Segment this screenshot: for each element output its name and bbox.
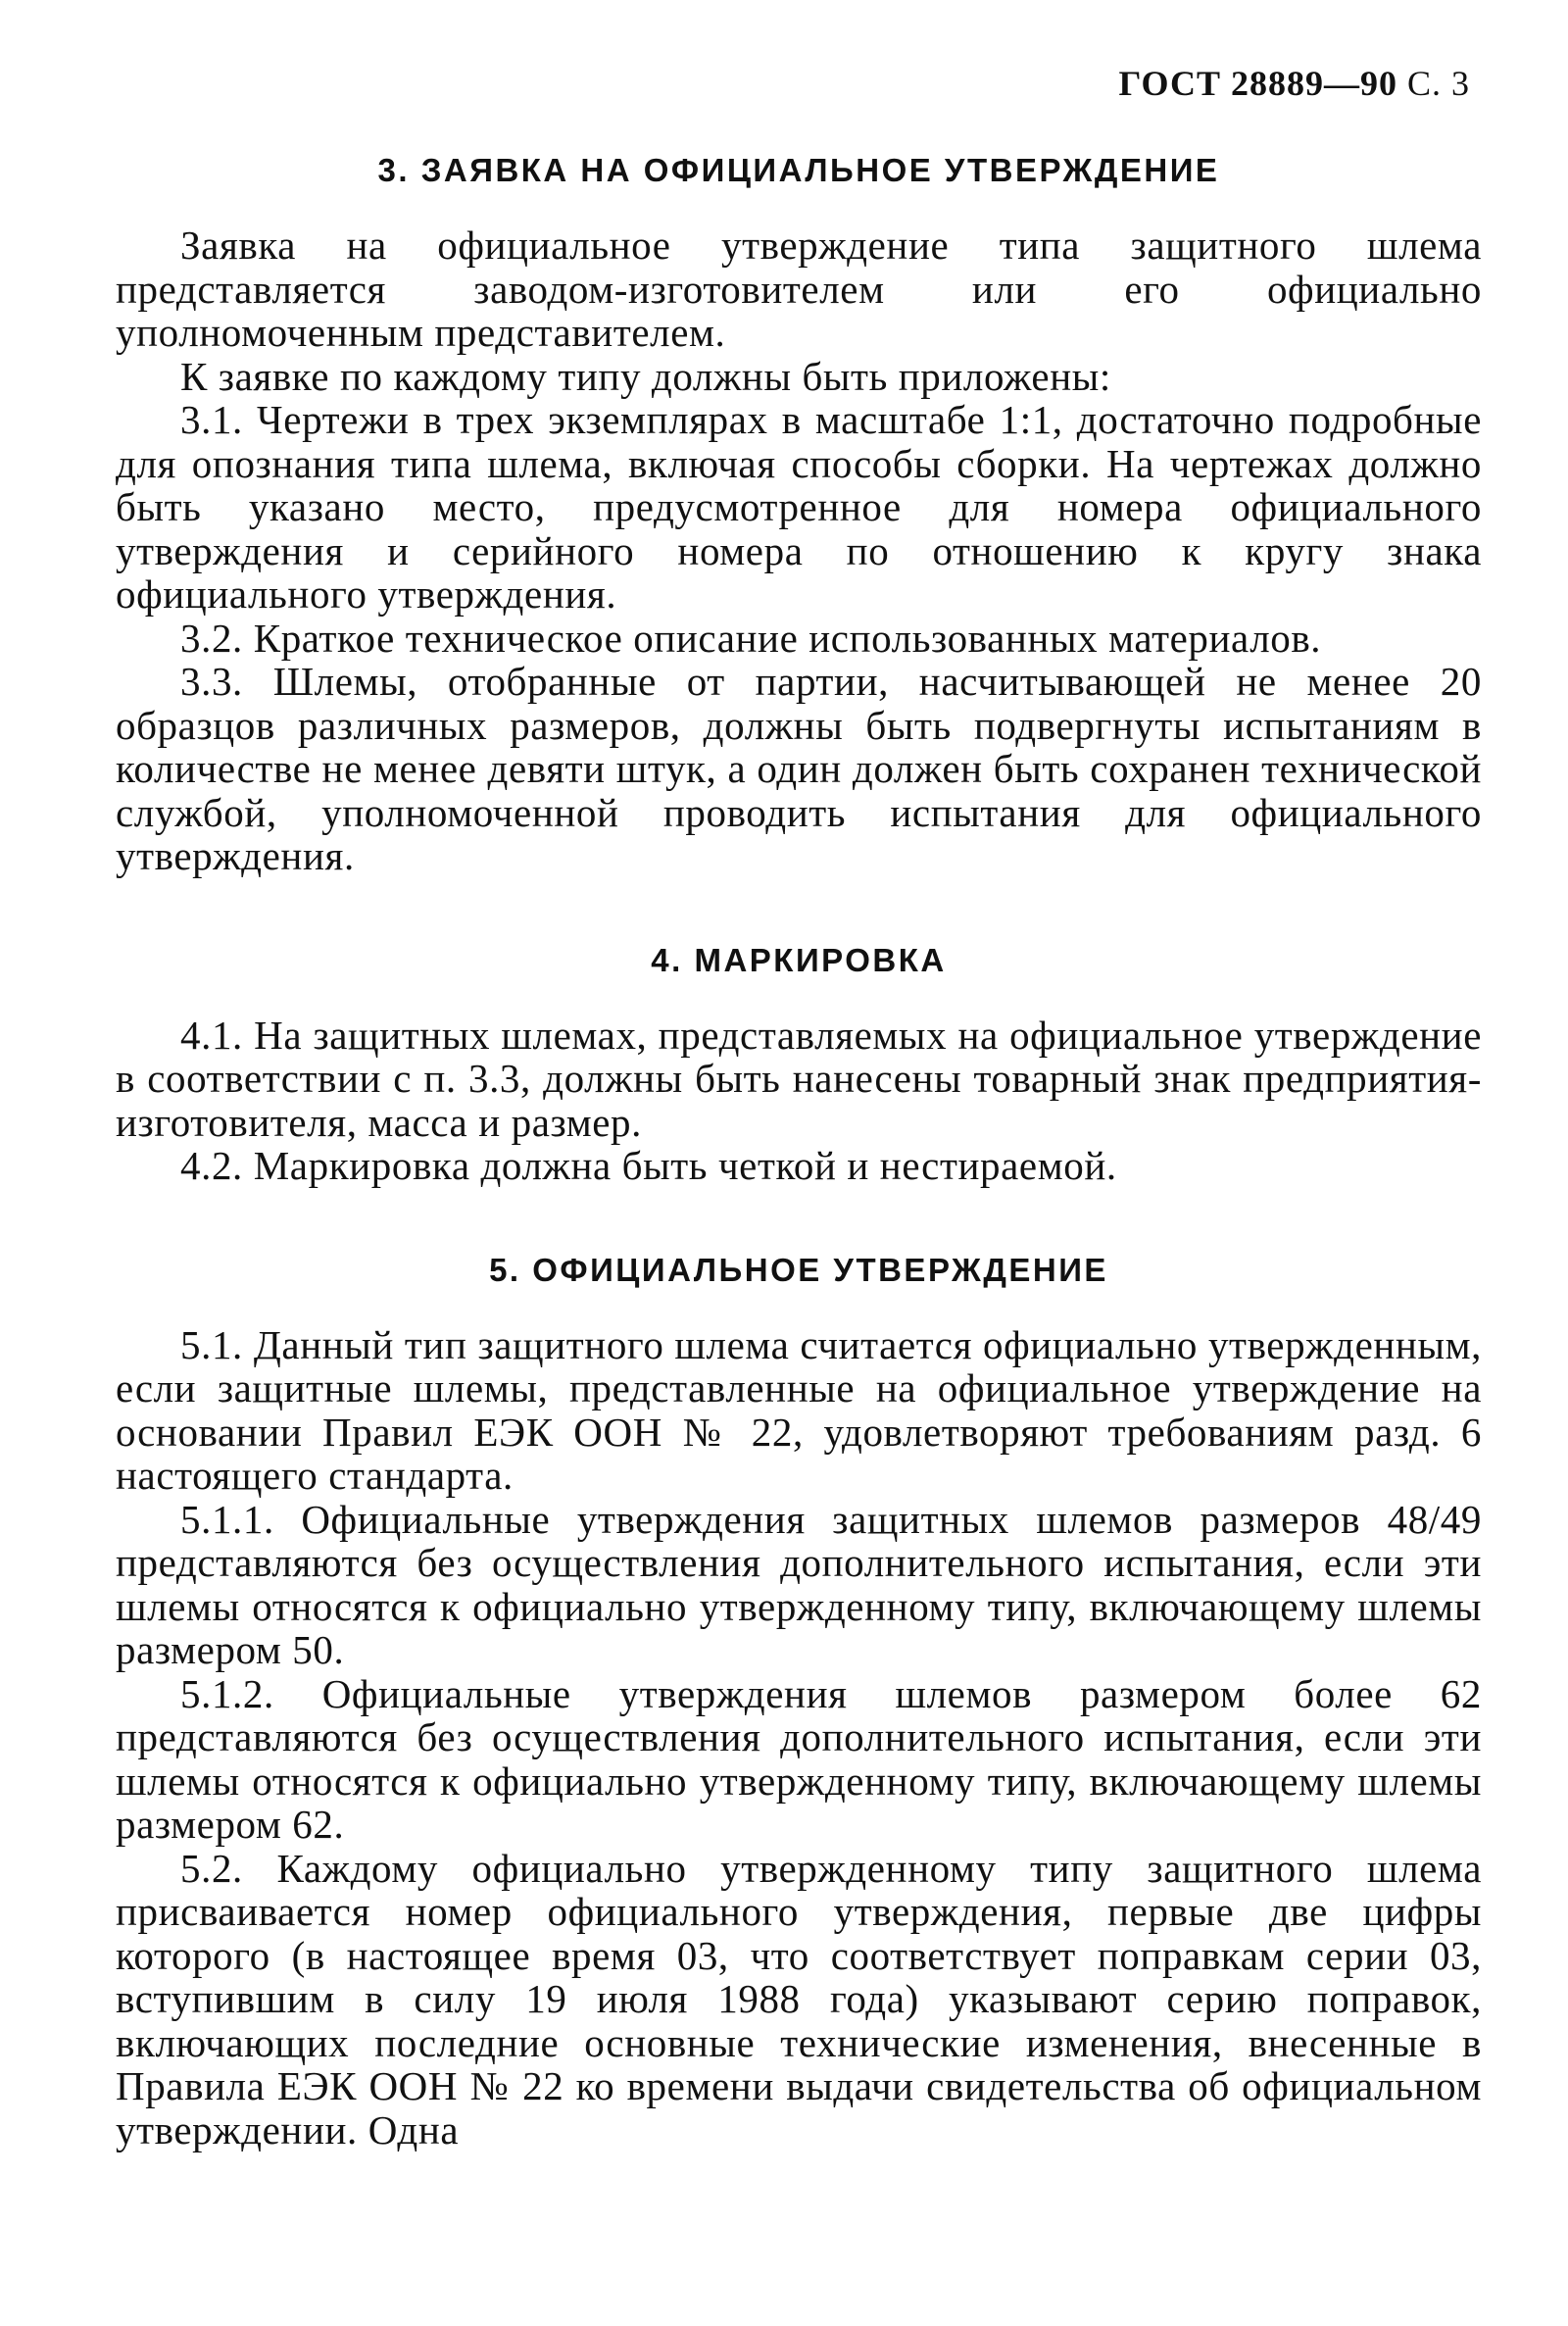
paragraph: Заявка на официальное утверждение типа защитного шлема представляется заводом-изготовителем или его официально уполномоченным представителем. xyxy=(116,223,1482,355)
section-title: 5. ОФИЦИАЛЬНОЕ УТВЕРЖДЕНИЕ xyxy=(489,1251,1108,1288)
standard-code: ГОСТ 28889—90 xyxy=(1118,64,1397,103)
page-header xyxy=(1119,63,1470,104)
paragraph: 4.2. Маркировка должна быть четкой и нестираемой. xyxy=(180,1143,1117,1188)
document-body xyxy=(116,149,1482,2152)
paragraph: 5.1. Данный тип защитного шлема считается официально утвержденным, если защитные шлемы, представленные на официальное утверждение на основании Правил ЕЭК ООН № 22, удовлетворяют требованиям разд. 6 настоящего стандарта. xyxy=(116,1321,1482,1498)
paragraph: 4.1. На защитных шлемах, представляемых на официальное утверждение в соответствии с п. 3.3, должны быть нанесены товарный знак предприятия-изготовителя, масса и размер. xyxy=(116,1012,1482,1145)
paragraph: К заявке по каждому типу должны быть приложены: xyxy=(180,353,1111,399)
section-4 xyxy=(116,939,1482,1188)
section-title: 3. ЗАЯВКА НА ОФИЦИАЛЬНОЕ УТВЕРЖДЕНИЕ xyxy=(377,152,1220,188)
paragraph: 3.3. Шлемы, отобранные от партии, насчитывающей не менее 20 образцов различных размеров, должны быть подвергнуты испытаниям в количестве не менее девяти штук, а один должен быть сохранен технической службой, уполномоченной проводить испытания для официального утверждения. xyxy=(116,659,1482,878)
section-3 xyxy=(116,149,1482,878)
paragraph: 5.1.2. Официальные утверждения шлемов размером более 62 представляются без осуществления дополнительного испытания, если эти шлемы относятся к официально утвержденному типу, включающему шлемы размером 62. xyxy=(116,1670,1482,1847)
paragraph: 5.1.1. Официальные утверждения защитных шлемов размеров 48/49 представляются без осуществления дополнительного испытания, если эти шлемы относятся к официально утвержденному типу, включающему шлемы размером 50. xyxy=(116,1496,1482,1672)
paragraph: 5.2. Каждому официально утвержденному типу защитного шлема присваивается номер официального утверждения, первые две цифры которого (в настоящее время 03, что соответствует поправкам серии 03, вступившим в силу 19 июля 1988 года) указывают серию поправок, включающих последние основные технические изменения, внесенные в Правила ЕЭК ООН № 22 ко времени выдачи свидетельства об официальном утверждении. Одна xyxy=(116,1845,1482,2153)
section-5 xyxy=(116,1249,1482,2153)
page-number: С. 3 xyxy=(1406,64,1470,103)
paragraph: 3.2. Краткое техническое описание использованных материалов. xyxy=(180,615,1322,661)
section-title: 4. МАРКИРОВКА xyxy=(651,941,947,978)
paragraph: 3.1. Чертежи в трех экземплярах в масштабе 1:1, достаточно подробные для опознания типа шлема, включая способы сборки. На чертежах должно быть указано место, предусмотренное для номера официального утверждения и серийного номера по отношению к кругу знака официального утверждения. xyxy=(116,397,1482,617)
